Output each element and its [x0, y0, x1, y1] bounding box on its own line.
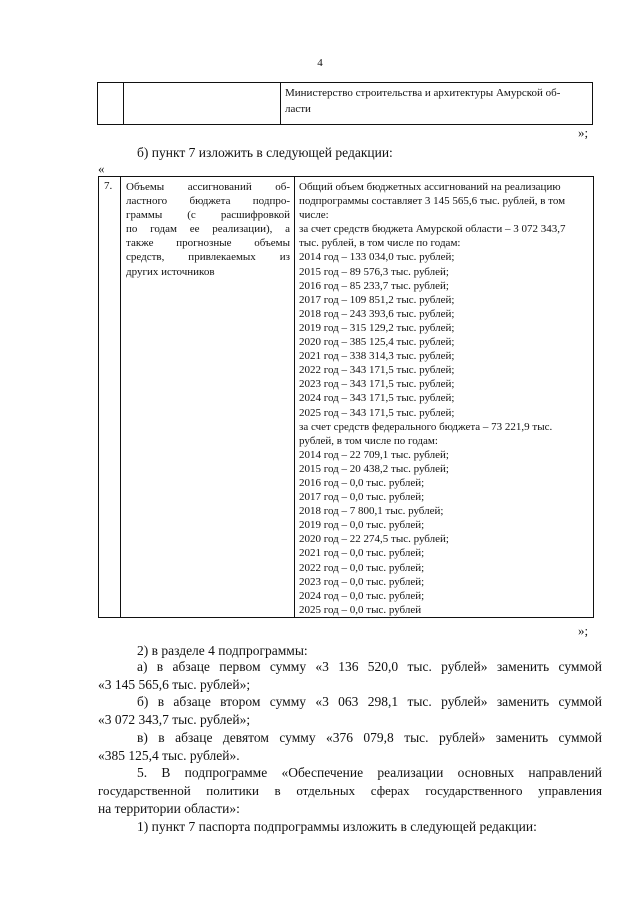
top-table-line: Министерство строительства и архитектуры Амурской об-	[285, 87, 561, 99]
content-line: 2024 год – 0,0 тыс. рублей;	[299, 589, 425, 602]
passport-item-content	[295, 177, 594, 618]
content-line: подпрограммы составляет 3 145 565,6 тыс. рублей, в том	[299, 195, 566, 208]
content-line: 2015 год – 20 438,2 тыс. рублей;	[299, 462, 449, 475]
content-line: 2018 год – 243 393,6 тыс. рублей;	[299, 307, 455, 320]
content-line: за счет средств федерального бюджета – 73 221,9 тыс.	[299, 420, 553, 433]
content-line: числе:	[299, 209, 329, 222]
content-line: 2022 год – 343 171,5 тыс. рублей;	[299, 364, 455, 377]
top-table-line: ласти	[285, 103, 311, 115]
content-line: 2016 год – 85 233,7 тыс. рублей;	[299, 279, 449, 292]
top-table-cell-text	[281, 83, 593, 125]
label-line: по годам ее реализации), а	[126, 223, 290, 236]
passport-item-number: 7.	[99, 177, 121, 618]
item-b-line: б) пункт 7 изложить в следующей редакции:	[137, 145, 393, 160]
content-line: 2019 год – 0,0 тыс. рублей;	[299, 519, 425, 532]
body-line: 5. В подпрограмме «Обеспечение реализации основных направлений	[137, 765, 602, 780]
content-line: 2015 год – 89 576,3 тыс. рублей;	[299, 265, 449, 278]
top-table	[97, 82, 593, 125]
content-line: 2024 год – 343 171,5 тыс. рублей;	[299, 392, 455, 405]
body-line: «385 125,4 тыс. рублей».	[98, 748, 240, 763]
label-line: граммы (с расшифровкой	[126, 209, 290, 222]
top-table-cell-number	[98, 83, 124, 125]
body-line: государственной политики в отдельных сферах государственного управления	[98, 783, 602, 798]
body-line: «3 072 343,7 тыс. рублей»;	[98, 712, 251, 727]
content-line: 2021 год – 0,0 тыс. рублей;	[299, 547, 425, 560]
body-line: 1) пункт 7 паспорта подпрограммы изложить в следующей редакции:	[137, 819, 537, 834]
content-line: тыс. рублей, в том числе по годам:	[299, 237, 461, 250]
label-line: ластного бюджета подпро-	[126, 195, 290, 208]
body-line: 2) в разделе 4 подпрограммы:	[137, 643, 308, 658]
content-line: 2017 год – 0,0 тыс. рублей;	[299, 491, 425, 504]
content-line: 2022 год – 0,0 тыс. рублей;	[299, 561, 425, 574]
content-line: 2014 год – 22 709,1 тыс. рублей;	[299, 448, 449, 461]
body-line: на территории области»:	[98, 801, 240, 816]
body-line: б) в абзаце втором сумму «3 063 298,1 тыс. рублей» заменить суммой	[137, 694, 602, 709]
content-line: 2020 год – 22 274,5 тыс. рублей;	[299, 533, 449, 546]
top-table-cell-label	[124, 83, 281, 125]
body-line: «3 145 565,6 тыс. рублей»;	[98, 677, 251, 692]
label-line: других источников	[126, 265, 215, 278]
closing-quote: »;	[578, 125, 589, 140]
content-line: 2025 год – 0,0 тыс. рублей	[299, 603, 422, 616]
label-line: Объемы ассигнований об-	[126, 181, 290, 193]
content-line: 2014 год – 133 034,0 тыс. рублей;	[299, 251, 455, 264]
passport-table	[98, 176, 594, 618]
label-line: также прогнозные объемы	[126, 237, 290, 250]
content-line: 2025 год – 343 171,5 тыс. рублей;	[299, 406, 455, 419]
content-line: Общий объем бюджетных ассигнований на реализацию	[299, 181, 561, 193]
opening-quote: «	[98, 161, 105, 176]
content-line: 2019 год – 315 129,2 тыс. рублей;	[299, 321, 455, 334]
content-line: рублей, в том числе по годам:	[299, 434, 438, 447]
body-line: а) в абзаце первом сумму «3 136 520,0 тыс. рублей» заменить суммой	[137, 659, 602, 674]
content-line: за счет средств бюджета Амурской области – 3 072 343,7	[299, 223, 566, 236]
label-line: средств, привлекаемых из	[126, 251, 290, 264]
content-line: 2023 год – 0,0 тыс. рублей;	[299, 575, 425, 588]
content-line: 2016 год – 0,0 тыс. рублей;	[299, 476, 425, 489]
content-line: 2023 год – 343 171,5 тыс. рублей;	[299, 378, 455, 391]
content-line: 2021 год – 338 314,3 тыс. рублей;	[299, 350, 455, 363]
content-line: 2020 год – 385 125,4 тыс. рублей;	[299, 336, 455, 349]
page-number: 4	[317, 57, 323, 69]
content-line: 2017 год – 109 851,2 тыс. рублей;	[299, 293, 455, 306]
content-line: 2018 год – 7 800,1 тыс. рублей;	[299, 505, 444, 518]
passport-item-label	[121, 177, 295, 618]
closing-quote-2: »;	[578, 623, 589, 638]
body-line: в) в абзаце девятом сумму «376 079,8 тыс. рублей» заменить суммой	[137, 730, 602, 745]
